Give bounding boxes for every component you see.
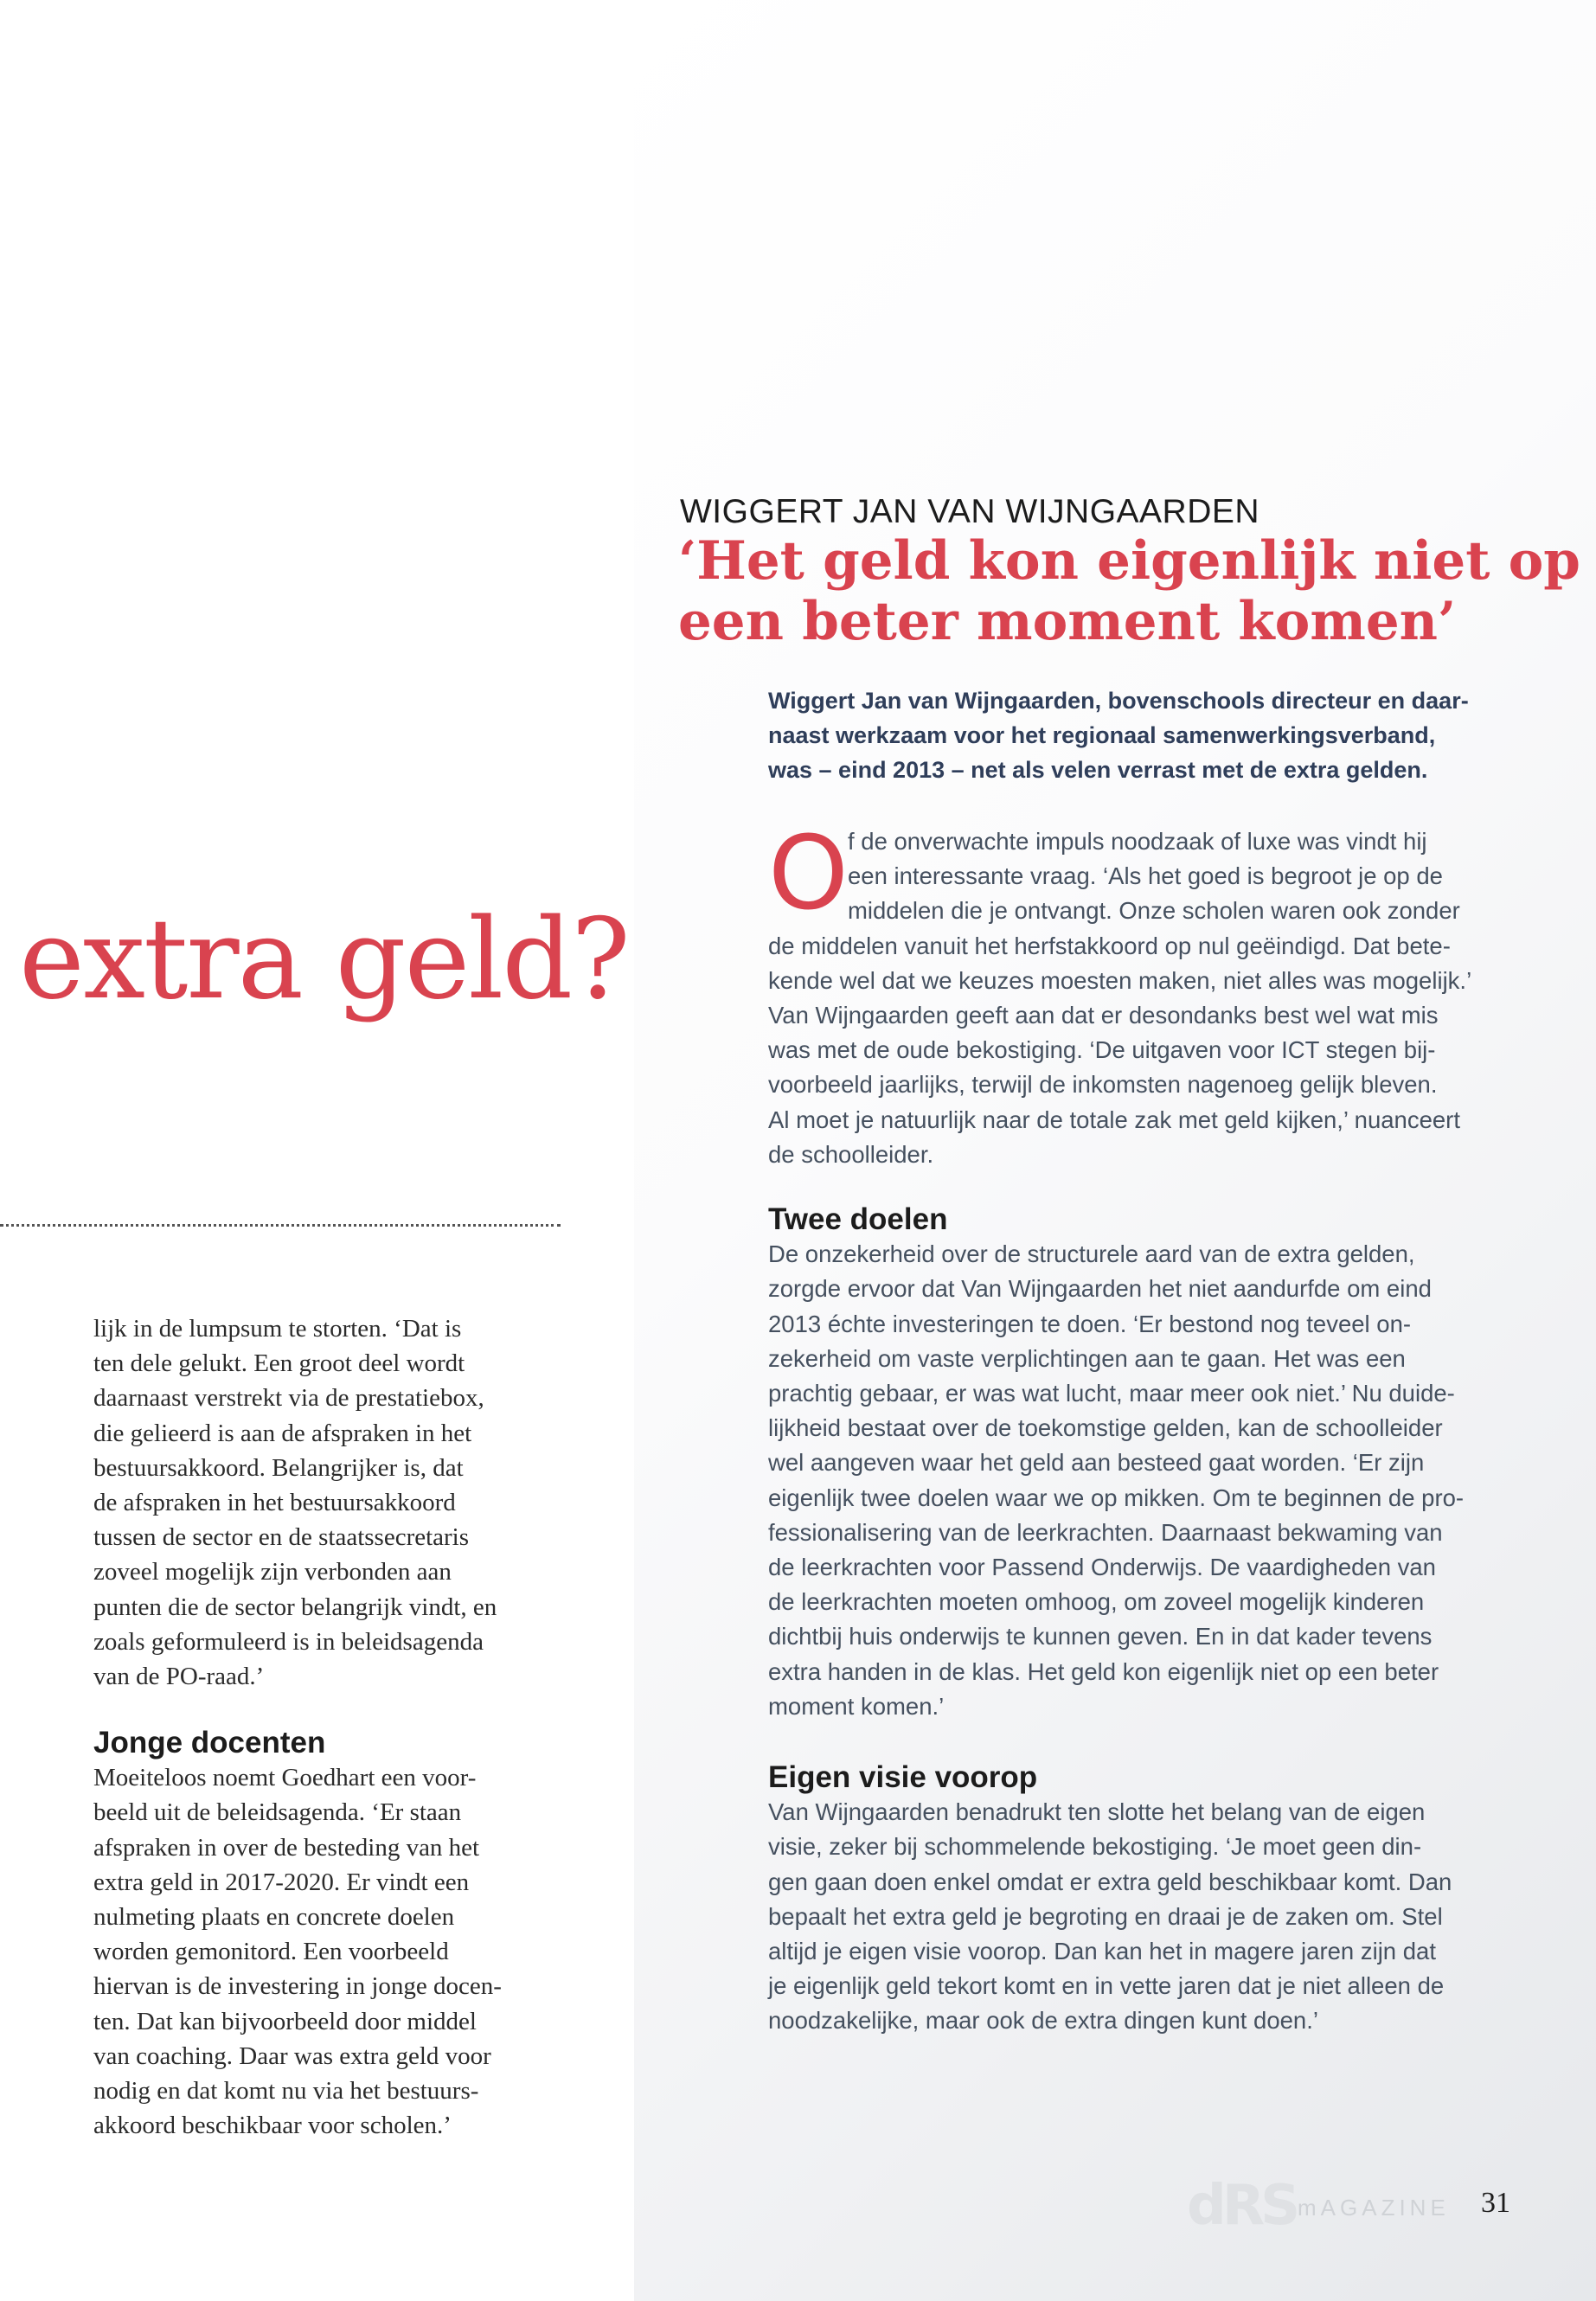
body-line: bepaalt het extra geld je begroting en draai je de zaken om. Stel [768, 1902, 1443, 1930]
body-line: lijkheid bestaat over de toekomstige gelden, kan de schoolleider [768, 1414, 1443, 1442]
body-line: wel aangeven waar het geld aan besteed gaat worden. ‘Er zijn [768, 1449, 1425, 1477]
body-line: akkoord beschikbaar voor scholen.’ [93, 2112, 452, 2140]
body-line: de afspraken in het bestuursakkoord [93, 1489, 456, 1517]
body-line: nulmeting plaats en concrete doelen [93, 1903, 455, 1932]
body-line: altijd je eigen visie voorop. Dan kan het in magere jaren zijn dat [768, 1938, 1436, 1965]
article-body-intro [768, 813, 1529, 1172]
body-line: Van Wijngaarden geeft aan dat er desondanks best wel wat mis [768, 1002, 1439, 1029]
body-line: van de PO-raad.’ [93, 1663, 265, 1691]
body-line: worden gemonitord. Een voorbeeld [93, 1938, 449, 1966]
section-big-title: extra geld? [19, 895, 629, 1024]
article-lead [768, 683, 1512, 787]
body-line: f de onverwachte impuls noodzaak of luxe was vindt hij [848, 828, 1427, 855]
body-line: dichtbij huis onderwijs te kunnen geven. En in dat kader tevens [768, 1623, 1433, 1650]
body-line: gen gaan doen enkel omdat er extra geld beschikbaar komt. Dan [768, 1868, 1452, 1895]
body-line: voorbeeld jaarlijks, terwijl de inkomsten nagenoeg gelijk bleven. [768, 1071, 1438, 1099]
body-line: punten die de sector belangrijk vindt, en [93, 1593, 497, 1621]
left-section-jonge-docenten [93, 1726, 543, 2143]
left-column-continued [93, 1311, 543, 1694]
body-line: Al moet je natuurlijk naar de totale zak met geld kijken,’ nuanceert [768, 1106, 1460, 1133]
logo-magazine-word: AGAZINE [1320, 2195, 1450, 2221]
body-line: eigenlijk twee doelen waar we op mikken. Om te beginnen de pro- [768, 1484, 1465, 1511]
article-kicker: WIGGERT JAN VAN WIJNGAARDEN [680, 493, 1260, 530]
body-line: zorgde ervoor dat Van Wijngaarden het niet aandurfde om eind [768, 1275, 1432, 1303]
body-line: was met de oude bekostiging. ‘De uitgaven voor ICT stegen bij- [768, 1036, 1436, 1064]
drop-cap: O [768, 813, 849, 933]
body-line: een interessante vraag. ‘Als het goed is begroot je op de [848, 862, 1443, 890]
body-line: nodig en dat komt nu via het bestuurs- [93, 2077, 479, 2106]
body-line: ten. Dat kan bijvoorbeeld door middel [93, 2007, 477, 2035]
drs-magazine-logo [1187, 2174, 1450, 2238]
headline-line: een beter moment komen’ [678, 591, 1457, 652]
body-line: zoals geformuleerd is in beleidsagenda [93, 1627, 484, 1656]
body-line: middelen die je ontvangt. Onze scholen waren ook zonder [848, 897, 1460, 925]
body-line: 2013 échte investeringen te doen. ‘Er bestond nog teveel on- [768, 1310, 1412, 1337]
body-line: bestuursakkoord. Belangrijker is, dat [93, 1453, 464, 1482]
body-line: de leerkrachten voor Passend Onderwijs. De vaardigheden van [768, 1554, 1436, 1581]
body-line: hiervan is de investering in jonge docen- [93, 1972, 502, 2001]
section-heading: Eigen visie voorop [768, 1760, 1038, 1794]
headline-line: ‘Het geld kon eigenlijk niet op [678, 530, 1580, 592]
logo-magazine [1298, 2195, 1450, 2221]
body-line: van coaching. Daar was extra geld voor [93, 2041, 491, 2070]
body-line: fessionalisering van de leerkrachten. Daarnaast bekwaming van [768, 1518, 1443, 1546]
body-line: De onzekerheid over de structurele aard van de extra gelden, [768, 1240, 1415, 1268]
body-line: afspraken in over de besteding van het [93, 1833, 480, 1862]
body-line: tussen de sector en de staatssecretaris [93, 1523, 470, 1552]
section-heading: Twee doelen [768, 1202, 948, 1236]
body-line: Moeiteloos noemt Goedhart een voor- [93, 1764, 477, 1792]
lead-line: naast werkzaam voor het regionaal samenwerkingsverband, [768, 722, 1436, 748]
body-line: Van Wijngaarden benadrukt ten slotte het belang van de eigen [768, 1798, 1426, 1826]
body-line: de schoolleider. [768, 1140, 934, 1168]
body-line: lijk in de lumpsum te storten. ‘Dat is [93, 1315, 462, 1343]
body-line: beeld uit de beleidsagenda. ‘Er staan [93, 1798, 462, 1827]
page-number: 31 [1481, 2187, 1510, 2219]
body-line: daarnaast verstrekt via de prestatiebox, [93, 1384, 484, 1413]
body-line: die gelieerd is aan de afspraken in het [93, 1419, 472, 1447]
dotted-divider [0, 1224, 561, 1227]
article-section-eigen-visie [768, 1760, 1529, 2039]
body-line: de leerkrachten moeten omhoog, om zoveel mogelijk kinderen [768, 1588, 1425, 1616]
lead-line: Wiggert Jan van Wijngaarden, bovenschools directeur en daar- [768, 688, 1469, 714]
body-line: extra geld in 2017-2020. Er vindt een [93, 1868, 470, 1896]
logo-m: m [1298, 2195, 1321, 2221]
body-line: zekerheid om vaste verplichtingen aan te gaan. Het was een [768, 1344, 1406, 1372]
body-line: je eigenlijk geld tekort komt en in vette jaren dat je niet alleen de [768, 1972, 1445, 2000]
logo-drs: dRS [1187, 2174, 1297, 2238]
article-headline [678, 530, 1580, 652]
section-heading: Jonge docenten [93, 1726, 326, 1759]
body-line: ten dele gelukt. Een groot deel wordt [93, 1349, 465, 1378]
body-line: prachtig gebaar, er was wat lucht, maar meer ook niet.’ Nu duide- [768, 1380, 1455, 1407]
body-line: visie, zeker bij schommelende bekostiging. ‘Je moet geen din- [768, 1833, 1422, 1861]
body-line: moment komen.’ [768, 1692, 945, 1720]
article-section-twee-doelen [768, 1202, 1529, 1724]
body-line: noodzakelijke, maar ook de extra dingen kunt doen.’ [768, 2007, 1318, 2035]
body-line: zoveel mogelijk zijn verbonden aan [93, 1558, 452, 1586]
body-line: kende wel dat we keuzes moesten maken, niet alles was mogelijk.’ [768, 966, 1472, 994]
lead-line: was – eind 2013 – net als velen verrast met de extra gelden. [768, 757, 1428, 783]
body-line: extra handen in de klas. Het geld kon eigenlijk niet op een beter [768, 1657, 1439, 1685]
body-line: de middelen vanuit het herfstakkoord op nul geëindigd. Dat bete- [768, 932, 1451, 959]
